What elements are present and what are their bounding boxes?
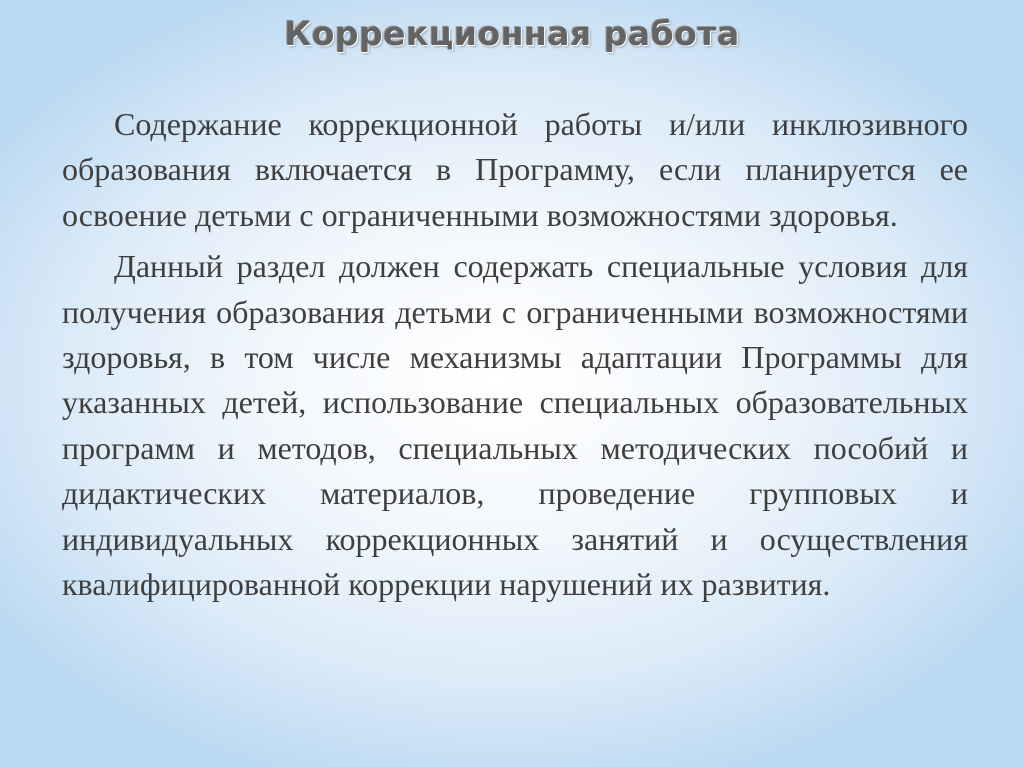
paragraph-2: Данный раздел должен содержать специальные условия для получения образования детьми с ограниченными возможностями здоровья, в том числе механизмы адаптации Программы для указанных детей, использование специальных образовательных программ и методов, специальных методических пособий и дидактических материалов, проведение групповых и индивидуальных коррекционных занятий и осуществления квалифицированной коррекции нарушений их развития. — [62, 248, 968, 603]
paragraph-1: Содержание коррекционной работы и/или инклюзивного образования включается в Программу, если планируется ее освоение детьми с ограниченными возможностями здоровья. — [62, 106, 968, 233]
slide-title: Коррекционная работа — [284, 14, 740, 53]
slide-body — [62, 102, 968, 607]
